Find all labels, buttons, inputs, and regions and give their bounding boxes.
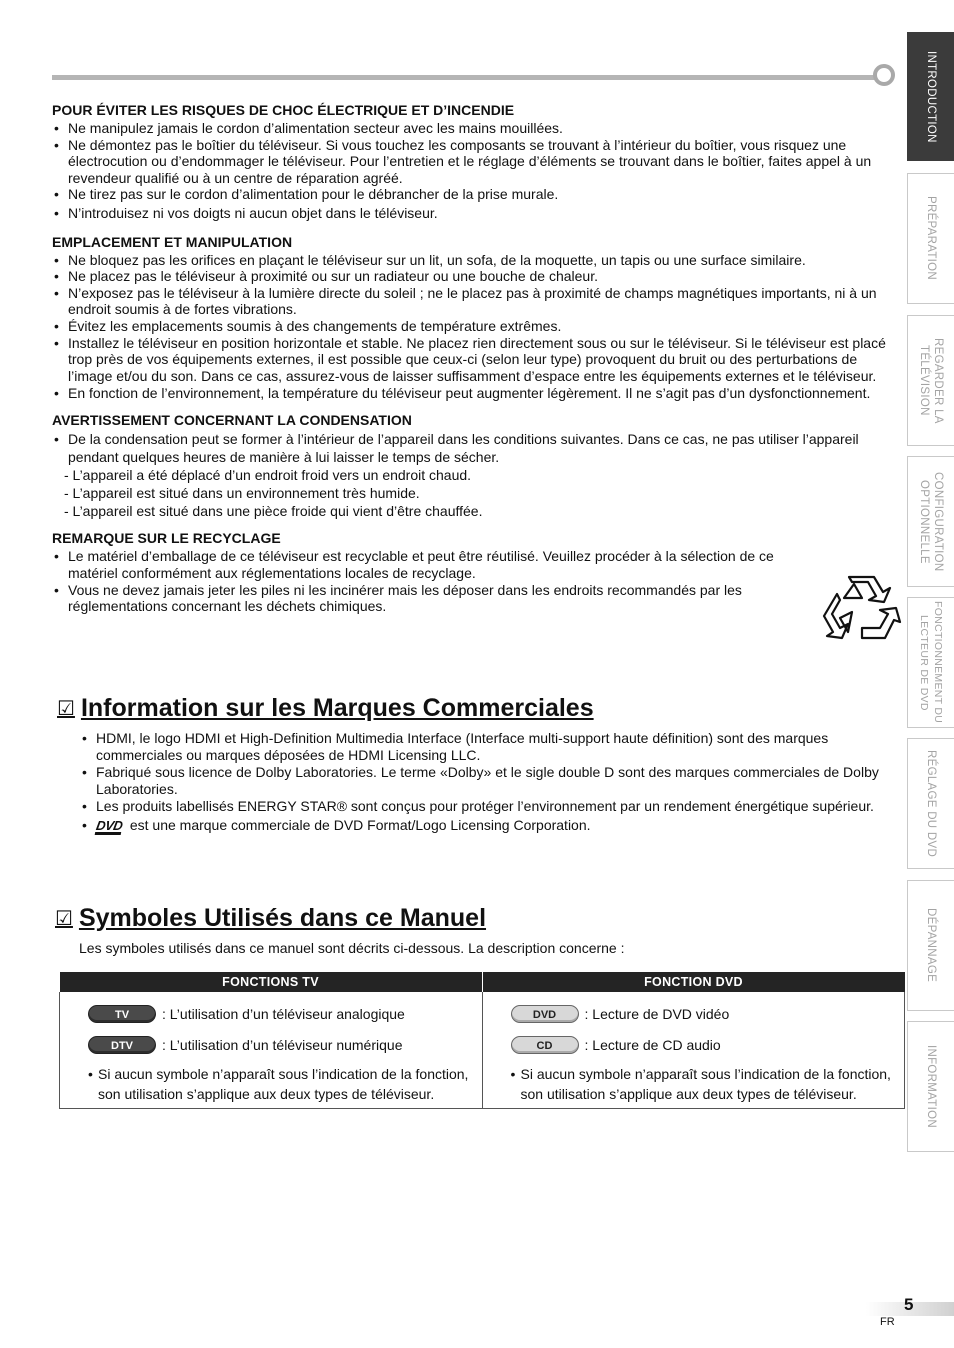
list-item bbox=[80, 817, 900, 835]
bullet-list bbox=[52, 120, 902, 222]
tab-preparation[interactable] bbox=[907, 173, 954, 304]
dvd-note: • Si aucun symbole n’apparaît sous l’indication de la fonction, son utilisation s’applique aux deux types de téléviseur. bbox=[511, 1064, 895, 1104]
column-header-tv: FONCTIONS TV bbox=[60, 972, 483, 992]
recycle-icon bbox=[822, 572, 904, 650]
tab-information[interactable] bbox=[907, 1021, 954, 1152]
header-rule bbox=[52, 75, 878, 80]
list-item: • Le matériel d’emballage de ce téléviseur est recyclable et peut être réutilisé. Veuillez procéder à la sélection de ce matériel conformément aux réglementations locales de recyclage. bbox=[52, 548, 822, 581]
dtv-badge: DTV bbox=[88, 1036, 156, 1054]
symbol-row bbox=[511, 998, 895, 1029]
list-item: • Ne tirez pas sur le cordon d’alimentation pour le débrancher de la prise murale. bbox=[52, 186, 902, 203]
list-item: • Ne bloquez pas les orifices en plaçant le téléviseur sur un lit, un sofa, de la moquette, un tapis ou une surface similaire. bbox=[52, 252, 902, 269]
symbols-title: Symboles Utilisés dans ce Manuel bbox=[78, 904, 487, 932]
tab-label: FONCTIONNEMENT DU LECTEUR DE DVD bbox=[918, 601, 944, 724]
tab-regarder-la-television[interactable] bbox=[907, 315, 954, 446]
tab-configuration-optionnelle[interactable] bbox=[907, 456, 954, 587]
dvd-cell bbox=[482, 992, 905, 1109]
symbol-row bbox=[511, 1029, 895, 1060]
symbol-desc: : L’utilisation d’un téléviseur numérique bbox=[162, 1036, 403, 1053]
tab-label: REGARDER LA TÉLÉVISION bbox=[918, 337, 944, 424]
tv-cell bbox=[60, 992, 483, 1109]
list-item: • Vous ne devez jamais jeter les piles ni les incinérer mais les déposer dans les endroits recommandés par les réglementations concernant les déchets chimiques. bbox=[52, 582, 822, 615]
list-item: • Ne démontez pas le boîtier du téléviseur. Si vous touchez les composants se trouvant à l’intérieur du boîtier, vous risquez une électrocution ou d’endommager le téléviseur. Pour l’entretien et le réglage d’éléments se trouvant dans le boîtier, faites appel à un revendeur qualifié ou à un centre de réparation agréé. bbox=[52, 137, 902, 187]
page-number: 5 bbox=[904, 1295, 914, 1314]
tab-fonctionnement-lecteur-dvd[interactable] bbox=[907, 597, 954, 728]
list-item: • Ne manipulez jamais le cordon d’alimentation secteur avec les mains mouillées. bbox=[52, 120, 902, 137]
symbols-heading bbox=[55, 904, 486, 933]
list-item: • N’introduisez ni vos doigts ni aucun objet dans le téléviseur. bbox=[52, 205, 902, 222]
tab-label: PRÉPARATION bbox=[925, 196, 937, 281]
checkbox-icon: ☑ bbox=[57, 698, 75, 720]
symbol-desc: : Lecture de CD audio bbox=[584, 1036, 721, 1053]
symbol-desc: : L’utilisation d’un téléviseur analogique bbox=[162, 1005, 405, 1022]
list-item: • Fabriqué sous licence de Dolby Laboratories. Le terme «Dolby» et le sigle double D sont des marques commerciales de Dolby Laboratories. bbox=[80, 764, 900, 797]
sub-item: - L’appareil a été déplacé d’un endroit froid vers un endroit chaud. bbox=[64, 467, 472, 484]
tab-label: INFORMATION bbox=[925, 1045, 937, 1128]
bullet-list bbox=[52, 548, 822, 614]
sub-item: - L’appareil est situé dans un environnement très humide. bbox=[64, 485, 420, 502]
symbols-intro: Les symboles utilisés dans ce manuel sont décrits ci-dessous. La description concerne : bbox=[79, 940, 625, 956]
tab-label: INTRODUCTION bbox=[925, 50, 937, 143]
bullet-list bbox=[52, 252, 902, 403]
list-item: • Ne placez pas le téléviseur à proximité ou sur un radiateur ou une bouche de chaleur. bbox=[52, 268, 902, 285]
list-item: • HDMI, le logo HDMI et High-Definition Multimedia Interface (Interface multi-support haute définition) sont des marques commerciales ou marques déposées de HDMI Licensing LLC. bbox=[80, 730, 900, 763]
section-heading: POUR ÉVITER LES RISQUES DE CHOC ÉLECTRIQUE ET D’INCENDIE bbox=[52, 102, 515, 118]
list-item: • Les produits labellisés ENERGY STAR® sont conçus pour protéger l’environnement par un rendement énergétique supérieur. bbox=[80, 798, 900, 815]
bullet-list bbox=[52, 430, 902, 466]
list-item: • De la condensation peut se former à l’intérieur de l’appareil dans les conditions suivantes. Dans ce cas, ne pas utiliser l’appareil pendant quelques heures de manière à lui laisser le temps de sécher. bbox=[52, 430, 902, 466]
safety-content bbox=[52, 102, 902, 615]
symbol-desc: : Lecture de DVD vidéo bbox=[584, 1005, 730, 1022]
tab-reglage-du-dvd[interactable] bbox=[907, 738, 954, 869]
tv-note: • Si aucun symbole n’apparaît sous l’indication de la fonction, son utilisation s’applique aux deux types de téléviseur. bbox=[88, 1064, 472, 1104]
symbol-row bbox=[88, 998, 472, 1029]
section-heading: AVERTISSEMENT CONCERNANT LA CONDENSATION bbox=[52, 412, 412, 429]
symbol-row bbox=[88, 1029, 472, 1060]
list-item: • Installez le téléviseur en position horizontale et stable. Ne placez rien directement sous ou sur le téléviseur. Si le téléviseur est placé trop près de vos équipements externes, il est possible que ceux-ci (selon leur type) provoquent du bruit ou des perturbations de l’image et/ou du son. Dans ce cas, assurez-vous de laisser suffisamment d’espace entre les équipements externes et le téléviseur. bbox=[52, 335, 902, 385]
tab-introduction[interactable] bbox=[907, 32, 954, 161]
header-rule-end-circle bbox=[873, 64, 895, 86]
section-heading: EMPLACEMENT ET MANIPULATION bbox=[52, 233, 293, 250]
list-item: • N’exposez pas le téléviseur à la lumière directe du soleil ; ne le placez pas à proximité de champs magnétiques importants, ni à un endroit soumis à de fortes vibrations. bbox=[52, 285, 902, 318]
dvd-trademark-text: est une marque commerciale de DVD Format/Logo Licensing Corporation. bbox=[129, 816, 591, 833]
cd-badge: CD bbox=[511, 1036, 579, 1054]
tv-badge: TV bbox=[88, 1005, 156, 1023]
dvd-badge: DVD bbox=[511, 1005, 579, 1023]
dvd-logo-icon: DVD bbox=[95, 817, 124, 833]
section-heading: REMARQUE SUR LE RECYCLAGE bbox=[52, 530, 281, 547]
trademarks-title: Information sur les Marques Commerciales bbox=[80, 694, 594, 722]
tab-label: CONFIGURATION OPTIONNELLE bbox=[918, 471, 944, 572]
column-header-dvd: FONCTION DVD bbox=[482, 972, 905, 992]
list-item: • Évitez les emplacements soumis à des changements de température extrêmes. bbox=[52, 318, 902, 335]
tab-label: RÉGLAGE DU DVD bbox=[925, 749, 937, 858]
tab-depannage[interactable] bbox=[907, 880, 954, 1011]
checkbox-icon: ☑ bbox=[55, 908, 73, 930]
symbols-table bbox=[59, 972, 905, 1109]
trademarks-heading bbox=[57, 694, 594, 723]
sub-item: - L’appareil est situé dans une pièce froide qui vient d’être chauffée. bbox=[64, 503, 483, 520]
tab-label: DÉPANNAGE bbox=[925, 908, 937, 983]
trademarks-list bbox=[80, 730, 900, 836]
list-item: • En fonction de l’environnement, la température du téléviseur peut augmenter légèrement. Il ne s’agit pas d’un dysfonctionnement. bbox=[52, 384, 902, 402]
language-code: FR bbox=[880, 1316, 895, 1328]
